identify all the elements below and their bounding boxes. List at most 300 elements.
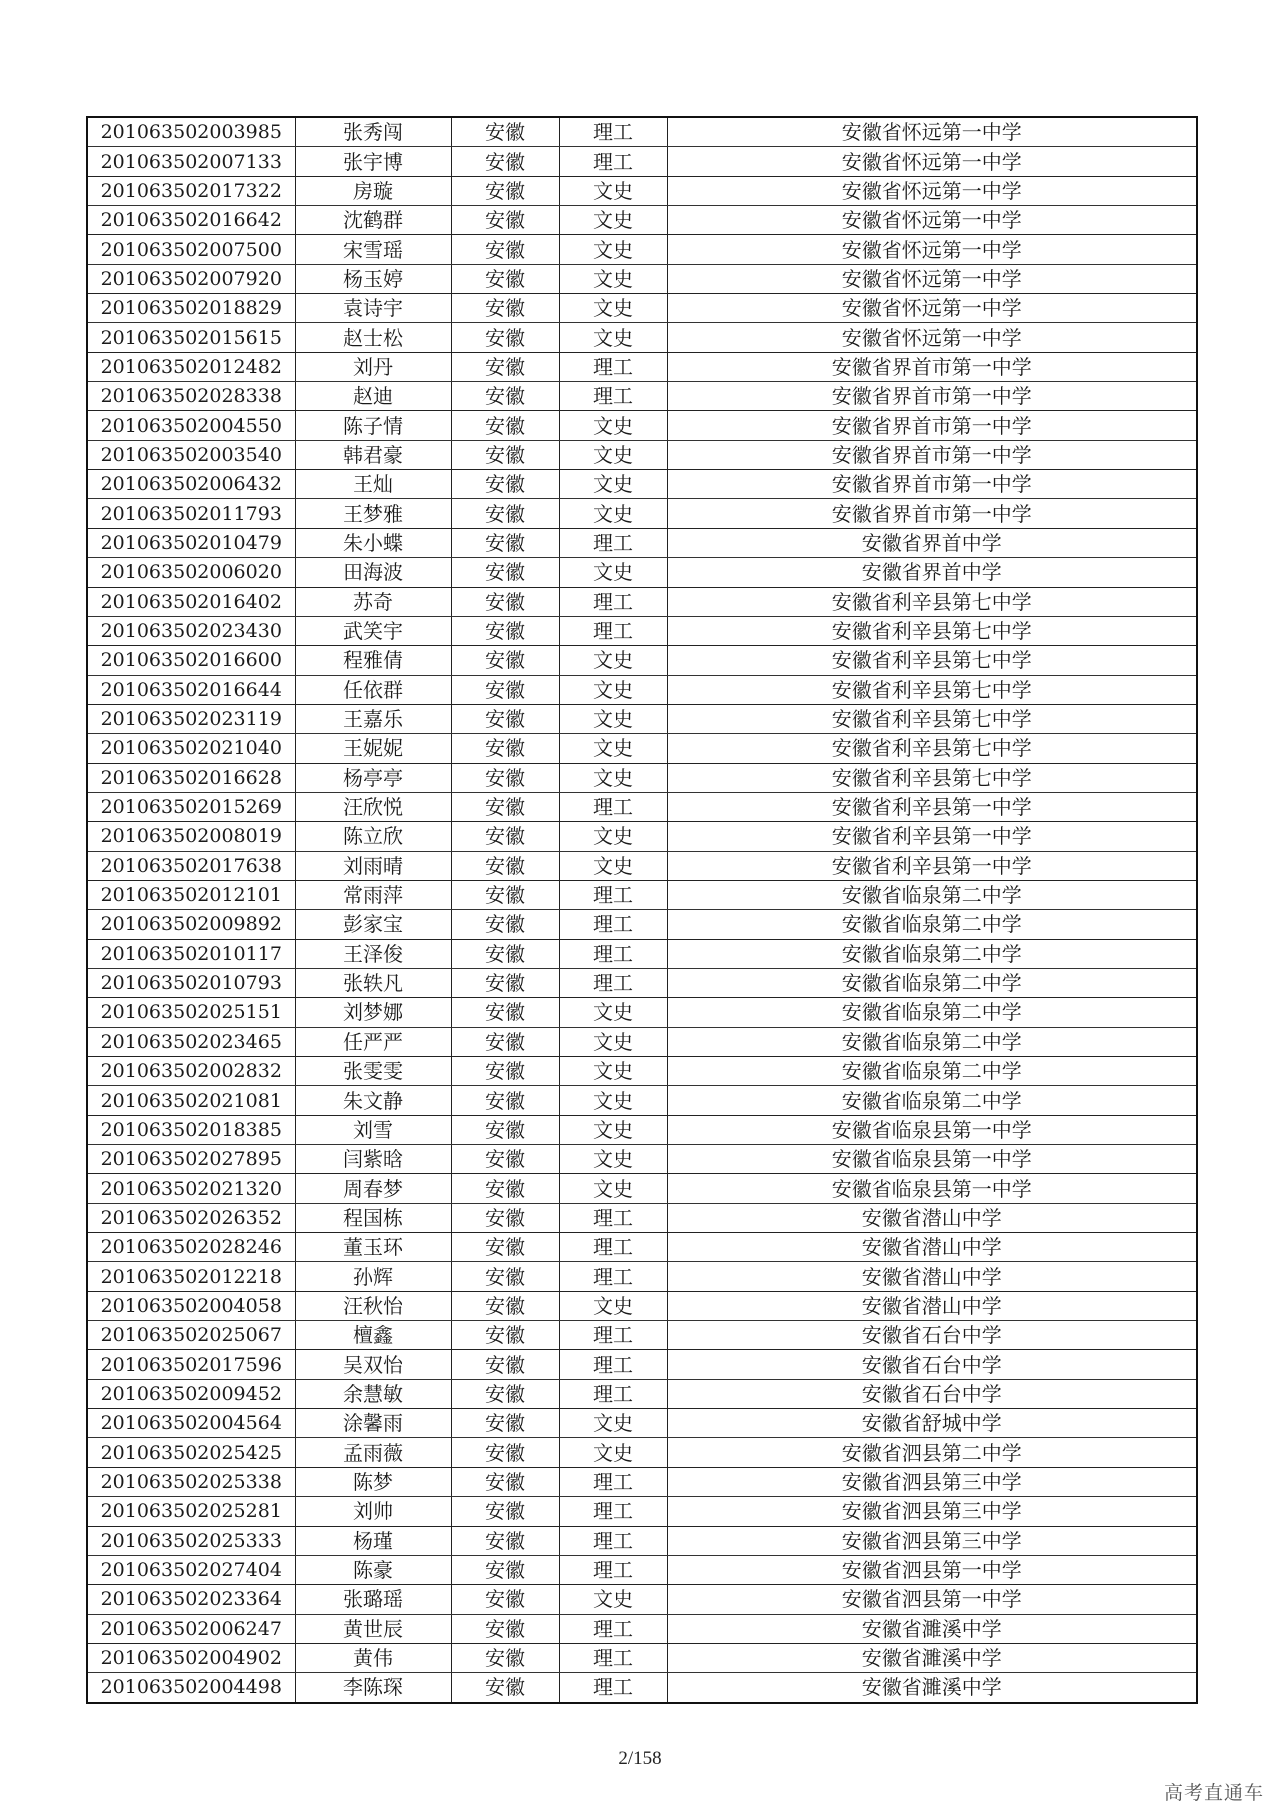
cell-category: 文史 [559, 1086, 667, 1115]
cell-school: 安徽省临泉第二中学 [667, 939, 1197, 968]
cell-category: 文史 [559, 998, 667, 1027]
cell-student-name: 刘雪 [295, 1115, 451, 1144]
table-row [87, 1086, 1197, 1115]
cell-province: 安徽 [451, 1145, 559, 1174]
cell-province: 安徽 [451, 1115, 559, 1144]
cell-province: 安徽 [451, 117, 559, 147]
cell-exam-id: 201063502025067 [87, 1321, 295, 1350]
cell-category: 文史 [559, 558, 667, 587]
cell-student-name: 沈鹤群 [295, 206, 451, 235]
table-row [87, 440, 1197, 469]
cell-school: 安徽省临泉第二中学 [667, 998, 1197, 1027]
cell-exam-id: 201063502025151 [87, 998, 295, 1027]
cell-student-name: 黄世辰 [295, 1614, 451, 1643]
table-row [87, 587, 1197, 616]
table-row [87, 264, 1197, 293]
cell-student-name: 孟雨薇 [295, 1438, 451, 1467]
cell-exam-id: 201063502026352 [87, 1203, 295, 1232]
cell-category: 理工 [559, 382, 667, 411]
cell-exam-id: 201063502010793 [87, 968, 295, 997]
cell-school: 安徽省潜山中学 [667, 1203, 1197, 1232]
cell-student-name: 程雅倩 [295, 646, 451, 675]
cell-school: 安徽省怀远第一中学 [667, 147, 1197, 176]
cell-school: 安徽省界首市第一中学 [667, 411, 1197, 440]
cell-exam-id: 201063502021320 [87, 1174, 295, 1203]
table-row [87, 1643, 1197, 1672]
cell-category: 文史 [559, 1174, 667, 1203]
cell-province: 安徽 [451, 264, 559, 293]
cell-student-name: 杨亭亭 [295, 763, 451, 792]
cell-student-name: 吴双怡 [295, 1350, 451, 1379]
cell-school: 安徽省泗县第二中学 [667, 1438, 1197, 1467]
cell-school: 安徽省临泉第二中学 [667, 1086, 1197, 1115]
cell-exam-id: 201063502006432 [87, 470, 295, 499]
cell-school: 安徽省利辛县第一中学 [667, 792, 1197, 821]
cell-school: 安徽省界首市第一中学 [667, 382, 1197, 411]
cell-exam-id: 201063502028246 [87, 1233, 295, 1262]
table-row [87, 352, 1197, 381]
cell-student-name: 李陈琛 [295, 1673, 451, 1703]
cell-student-name: 涂馨雨 [295, 1409, 451, 1438]
cell-category: 理工 [559, 117, 667, 147]
table-row [87, 323, 1197, 352]
cell-student-name: 汪欣悦 [295, 792, 451, 821]
table-row [87, 1145, 1197, 1174]
cell-province: 安徽 [451, 1203, 559, 1232]
cell-category: 文史 [559, 851, 667, 880]
cell-student-name: 王梦雅 [295, 499, 451, 528]
cell-category: 理工 [559, 352, 667, 381]
table-row [87, 1673, 1197, 1703]
cell-student-name: 张宇博 [295, 147, 451, 176]
cell-student-name: 房璇 [295, 176, 451, 205]
table-row [87, 1262, 1197, 1291]
table-row [87, 851, 1197, 880]
cell-province: 安徽 [451, 880, 559, 909]
cell-school: 安徽省石台中学 [667, 1321, 1197, 1350]
cell-exam-id: 201063502009452 [87, 1379, 295, 1408]
table-row [87, 1233, 1197, 1262]
cell-school: 安徽省利辛县第七中学 [667, 763, 1197, 792]
cell-exam-id: 201063502028338 [87, 382, 295, 411]
cell-student-name: 杨玉婷 [295, 264, 451, 293]
cell-category: 理工 [559, 1233, 667, 1262]
cell-province: 安徽 [451, 1174, 559, 1203]
table-row [87, 1057, 1197, 1086]
cell-school: 安徽省利辛县第七中学 [667, 616, 1197, 645]
cell-school: 安徽省界首中学 [667, 558, 1197, 587]
cell-province: 安徽 [451, 1614, 559, 1643]
cell-category: 文史 [559, 646, 667, 675]
cell-province: 安徽 [451, 998, 559, 1027]
cell-school: 安徽省界首市第一中学 [667, 470, 1197, 499]
cell-school: 安徽省怀远第一中学 [667, 264, 1197, 293]
table-row [87, 1585, 1197, 1614]
cell-exam-id: 201063502017596 [87, 1350, 295, 1379]
table-row [87, 470, 1197, 499]
cell-student-name: 彭家宝 [295, 910, 451, 939]
cell-category: 文史 [559, 1027, 667, 1056]
cell-student-name: 朱文静 [295, 1086, 451, 1115]
table-row [87, 382, 1197, 411]
cell-school: 安徽省怀远第一中学 [667, 323, 1197, 352]
cell-category: 理工 [559, 1321, 667, 1350]
cell-exam-id: 201063502023430 [87, 616, 295, 645]
cell-school: 安徽省临泉县第一中学 [667, 1174, 1197, 1203]
cell-student-name: 武笑宇 [295, 616, 451, 645]
cell-exam-id: 201063502003540 [87, 440, 295, 469]
cell-school: 安徽省怀远第一中学 [667, 117, 1197, 147]
cell-student-name: 余慧敏 [295, 1379, 451, 1408]
cell-province: 安徽 [451, 440, 559, 469]
cell-province: 安徽 [451, 616, 559, 645]
cell-school: 安徽省潜山中学 [667, 1262, 1197, 1291]
cell-exam-id: 201063502004058 [87, 1291, 295, 1320]
cell-exam-id: 201063502006247 [87, 1614, 295, 1643]
table-row [87, 294, 1197, 323]
cell-province: 安徽 [451, 382, 559, 411]
cell-exam-id: 201063502004498 [87, 1673, 295, 1703]
cell-exam-id: 201063502023465 [87, 1027, 295, 1056]
cell-province: 安徽 [451, 1291, 559, 1320]
cell-school: 安徽省利辛县第七中学 [667, 734, 1197, 763]
cell-school: 安徽省泗县第三中学 [667, 1526, 1197, 1555]
cell-school: 安徽省界首市第一中学 [667, 440, 1197, 469]
cell-exam-id: 201063502023119 [87, 704, 295, 733]
table-row [87, 147, 1197, 176]
cell-exam-id: 201063502007500 [87, 235, 295, 264]
cell-exam-id: 201063502016644 [87, 675, 295, 704]
table-row [87, 822, 1197, 851]
cell-exam-id: 201063502016642 [87, 206, 295, 235]
table-row [87, 206, 1197, 235]
cell-student-name: 孙辉 [295, 1262, 451, 1291]
cell-school: 安徽省界首市第一中学 [667, 352, 1197, 381]
cell-student-name: 周春梦 [295, 1174, 451, 1203]
cell-category: 理工 [559, 968, 667, 997]
cell-province: 安徽 [451, 558, 559, 587]
cell-category: 理工 [559, 1497, 667, 1526]
cell-school: 安徽省泗县第三中学 [667, 1497, 1197, 1526]
cell-student-name: 王妮妮 [295, 734, 451, 763]
cell-province: 安徽 [451, 1555, 559, 1584]
cell-school: 安徽省利辛县第七中学 [667, 675, 1197, 704]
cell-province: 安徽 [451, 499, 559, 528]
cell-school: 安徽省界首市第一中学 [667, 499, 1197, 528]
cell-province: 安徽 [451, 587, 559, 616]
table-row [87, 176, 1197, 205]
table-row [87, 675, 1197, 704]
cell-exam-id: 201063502012482 [87, 352, 295, 381]
cell-school: 安徽省舒城中学 [667, 1409, 1197, 1438]
cell-student-name: 赵士松 [295, 323, 451, 352]
cell-school: 安徽省临泉第二中学 [667, 880, 1197, 909]
cell-school: 安徽省濉溪中学 [667, 1643, 1197, 1672]
table-row [87, 1321, 1197, 1350]
cell-school: 安徽省临泉县第一中学 [667, 1145, 1197, 1174]
cell-exam-id: 201063502010117 [87, 939, 295, 968]
cell-school: 安徽省利辛县第七中学 [667, 646, 1197, 675]
cell-school: 安徽省临泉第二中学 [667, 968, 1197, 997]
cell-student-name: 张秀闯 [295, 117, 451, 147]
cell-province: 安徽 [451, 1526, 559, 1555]
cell-category: 文史 [559, 440, 667, 469]
cell-category: 理工 [559, 1350, 667, 1379]
table-row [87, 792, 1197, 821]
table-row [87, 1438, 1197, 1467]
cell-student-name: 宋雪瑶 [295, 235, 451, 264]
cell-category: 文史 [559, 235, 667, 264]
cell-exam-id: 201063502016600 [87, 646, 295, 675]
table-row [87, 117, 1197, 147]
watermark-text: 高考直通车 [1163, 1782, 1264, 1804]
cell-student-name: 王嘉乐 [295, 704, 451, 733]
cell-category: 理工 [559, 587, 667, 616]
table-body [87, 117, 1197, 1703]
cell-student-name: 闫紫晗 [295, 1145, 451, 1174]
table-row [87, 1379, 1197, 1408]
table-row [87, 910, 1197, 939]
cell-exam-id: 201063502011793 [87, 499, 295, 528]
cell-province: 安徽 [451, 528, 559, 557]
table-row [87, 1467, 1197, 1496]
cell-student-name: 袁诗宇 [295, 294, 451, 323]
cell-category: 文史 [559, 294, 667, 323]
cell-category: 文史 [559, 1409, 667, 1438]
table-row [87, 558, 1197, 587]
cell-student-name: 杨瑾 [295, 1526, 451, 1555]
cell-province: 安徽 [451, 851, 559, 880]
cell-school: 安徽省濉溪中学 [667, 1673, 1197, 1703]
cell-school: 安徽省泗县第一中学 [667, 1585, 1197, 1614]
table-row [87, 763, 1197, 792]
cell-province: 安徽 [451, 1262, 559, 1291]
cell-student-name: 陈立欣 [295, 822, 451, 851]
cell-school: 安徽省泗县第三中学 [667, 1467, 1197, 1496]
cell-exam-id: 201063502021040 [87, 734, 295, 763]
cell-exam-id: 201063502009892 [87, 910, 295, 939]
cell-province: 安徽 [451, 1379, 559, 1408]
table-row [87, 1526, 1197, 1555]
cell-category: 文史 [559, 734, 667, 763]
cell-category: 理工 [559, 528, 667, 557]
cell-student-name: 张轶凡 [295, 968, 451, 997]
cell-province: 安徽 [451, 792, 559, 821]
cell-province: 安徽 [451, 1438, 559, 1467]
cell-category: 文史 [559, 763, 667, 792]
table-row [87, 1614, 1197, 1643]
cell-province: 安徽 [451, 1409, 559, 1438]
cell-category: 文史 [559, 1291, 667, 1320]
cell-category: 文史 [559, 1585, 667, 1614]
cell-category: 理工 [559, 939, 667, 968]
table-row [87, 1027, 1197, 1056]
cell-student-name: 田海波 [295, 558, 451, 587]
cell-category: 理工 [559, 1262, 667, 1291]
cell-category: 理工 [559, 792, 667, 821]
cell-exam-id: 201063502006020 [87, 558, 295, 587]
cell-exam-id: 201063502004550 [87, 411, 295, 440]
cell-province: 安徽 [451, 1467, 559, 1496]
cell-province: 安徽 [451, 734, 559, 763]
cell-province: 安徽 [451, 646, 559, 675]
cell-exam-id: 201063502027404 [87, 1555, 295, 1584]
cell-category: 理工 [559, 1643, 667, 1672]
cell-exam-id: 201063502025333 [87, 1526, 295, 1555]
cell-province: 安徽 [451, 1321, 559, 1350]
cell-category: 文史 [559, 822, 667, 851]
table-row [87, 1174, 1197, 1203]
cell-exam-id: 201063502023364 [87, 1585, 295, 1614]
cell-student-name: 程国栋 [295, 1203, 451, 1232]
cell-student-name: 韩君豪 [295, 440, 451, 469]
cell-school: 安徽省怀远第一中学 [667, 294, 1197, 323]
cell-student-name: 陈梦 [295, 1467, 451, 1496]
cell-school: 安徽省利辛县第一中学 [667, 851, 1197, 880]
cell-student-name: 朱小蝶 [295, 528, 451, 557]
cell-category: 理工 [559, 1555, 667, 1584]
cell-exam-id: 201063502018385 [87, 1115, 295, 1144]
cell-province: 安徽 [451, 352, 559, 381]
cell-province: 安徽 [451, 176, 559, 205]
cell-student-name: 王灿 [295, 470, 451, 499]
cell-student-name: 刘帅 [295, 1497, 451, 1526]
cell-exam-id: 201063502016628 [87, 763, 295, 792]
cell-exam-id: 201063502002832 [87, 1057, 295, 1086]
cell-province: 安徽 [451, 206, 559, 235]
cell-school: 安徽省临泉第二中学 [667, 1027, 1197, 1056]
cell-exam-id: 201063502010479 [87, 528, 295, 557]
cell-province: 安徽 [451, 1027, 559, 1056]
cell-exam-id: 201063502025281 [87, 1497, 295, 1526]
table-row [87, 939, 1197, 968]
table-row [87, 968, 1197, 997]
table-row [87, 1409, 1197, 1438]
cell-student-name: 王泽俊 [295, 939, 451, 968]
cell-exam-id: 201063502025338 [87, 1467, 295, 1496]
cell-student-name: 董玉环 [295, 1233, 451, 1262]
cell-category: 理工 [559, 616, 667, 645]
cell-province: 安徽 [451, 1497, 559, 1526]
cell-province: 安徽 [451, 1585, 559, 1614]
cell-category: 理工 [559, 1614, 667, 1643]
cell-province: 安徽 [451, 411, 559, 440]
cell-school: 安徽省利辛县第七中学 [667, 704, 1197, 733]
cell-category: 文史 [559, 264, 667, 293]
cell-student-name: 苏奇 [295, 587, 451, 616]
cell-school: 安徽省利辛县第一中学 [667, 822, 1197, 851]
table-row [87, 499, 1197, 528]
cell-province: 安徽 [451, 1350, 559, 1379]
cell-category: 文史 [559, 470, 667, 499]
cell-category: 理工 [559, 1379, 667, 1408]
cell-student-name: 刘雨晴 [295, 851, 451, 880]
page-number: 2/158 [618, 1748, 662, 1769]
cell-student-name: 赵迪 [295, 382, 451, 411]
cell-province: 安徽 [451, 1057, 559, 1086]
cell-province: 安徽 [451, 968, 559, 997]
cell-category: 文史 [559, 1438, 667, 1467]
cell-student-name: 张璐瑶 [295, 1585, 451, 1614]
cell-school: 安徽省临泉第二中学 [667, 910, 1197, 939]
table-row [87, 1555, 1197, 1584]
table-row [87, 734, 1197, 763]
cell-exam-id: 201063502004902 [87, 1643, 295, 1672]
cell-school: 安徽省石台中学 [667, 1379, 1197, 1408]
cell-school: 安徽省怀远第一中学 [667, 206, 1197, 235]
cell-province: 安徽 [451, 939, 559, 968]
cell-province: 安徽 [451, 1673, 559, 1703]
cell-province: 安徽 [451, 294, 559, 323]
cell-exam-id: 201063502012101 [87, 880, 295, 909]
cell-school: 安徽省石台中学 [667, 1350, 1197, 1379]
cell-student-name: 常雨萍 [295, 880, 451, 909]
table-row [87, 1497, 1197, 1526]
cell-province: 安徽 [451, 1086, 559, 1115]
cell-exam-id: 201063502021081 [87, 1086, 295, 1115]
cell-student-name: 汪秋怡 [295, 1291, 451, 1320]
cell-student-name: 张雯雯 [295, 1057, 451, 1086]
cell-exam-id: 201063502012218 [87, 1262, 295, 1291]
table-row [87, 1350, 1197, 1379]
table-row [87, 646, 1197, 675]
table-row [87, 616, 1197, 645]
cell-student-name: 黄伟 [295, 1643, 451, 1672]
cell-school: 安徽省潜山中学 [667, 1291, 1197, 1320]
cell-exam-id: 201063502015615 [87, 323, 295, 352]
cell-category: 文史 [559, 1115, 667, 1144]
cell-province: 安徽 [451, 763, 559, 792]
cell-category: 理工 [559, 1673, 667, 1703]
cell-school: 安徽省怀远第一中学 [667, 235, 1197, 264]
cell-category: 理工 [559, 147, 667, 176]
cell-category: 文史 [559, 411, 667, 440]
cell-category: 理工 [559, 1203, 667, 1232]
cell-category: 理工 [559, 1526, 667, 1555]
cell-province: 安徽 [451, 1233, 559, 1262]
cell-province: 安徽 [451, 470, 559, 499]
cell-category: 文史 [559, 1145, 667, 1174]
table-row [87, 704, 1197, 733]
cell-student-name: 刘丹 [295, 352, 451, 381]
cell-student-name: 陈豪 [295, 1555, 451, 1584]
cell-exam-id: 201063502004564 [87, 1409, 295, 1438]
cell-province: 安徽 [451, 822, 559, 851]
cell-province: 安徽 [451, 910, 559, 939]
cell-school: 安徽省临泉县第一中学 [667, 1115, 1197, 1144]
cell-school: 安徽省濉溪中学 [667, 1614, 1197, 1643]
cell-province: 安徽 [451, 1643, 559, 1672]
table-row [87, 880, 1197, 909]
cell-exam-id: 201063502017322 [87, 176, 295, 205]
cell-category: 理工 [559, 880, 667, 909]
cell-category: 文史 [559, 499, 667, 528]
cell-province: 安徽 [451, 675, 559, 704]
cell-exam-id: 201063502008019 [87, 822, 295, 851]
cell-category: 文史 [559, 206, 667, 235]
cell-exam-id: 201063502007133 [87, 147, 295, 176]
table-row [87, 411, 1197, 440]
cell-province: 安徽 [451, 704, 559, 733]
cell-category: 文史 [559, 1057, 667, 1086]
cell-category: 理工 [559, 1467, 667, 1496]
cell-province: 安徽 [451, 147, 559, 176]
cell-exam-id: 201063502007920 [87, 264, 295, 293]
cell-province: 安徽 [451, 323, 559, 352]
cell-school: 安徽省临泉第二中学 [667, 1057, 1197, 1086]
table-row [87, 1291, 1197, 1320]
cell-exam-id: 201063502027895 [87, 1145, 295, 1174]
